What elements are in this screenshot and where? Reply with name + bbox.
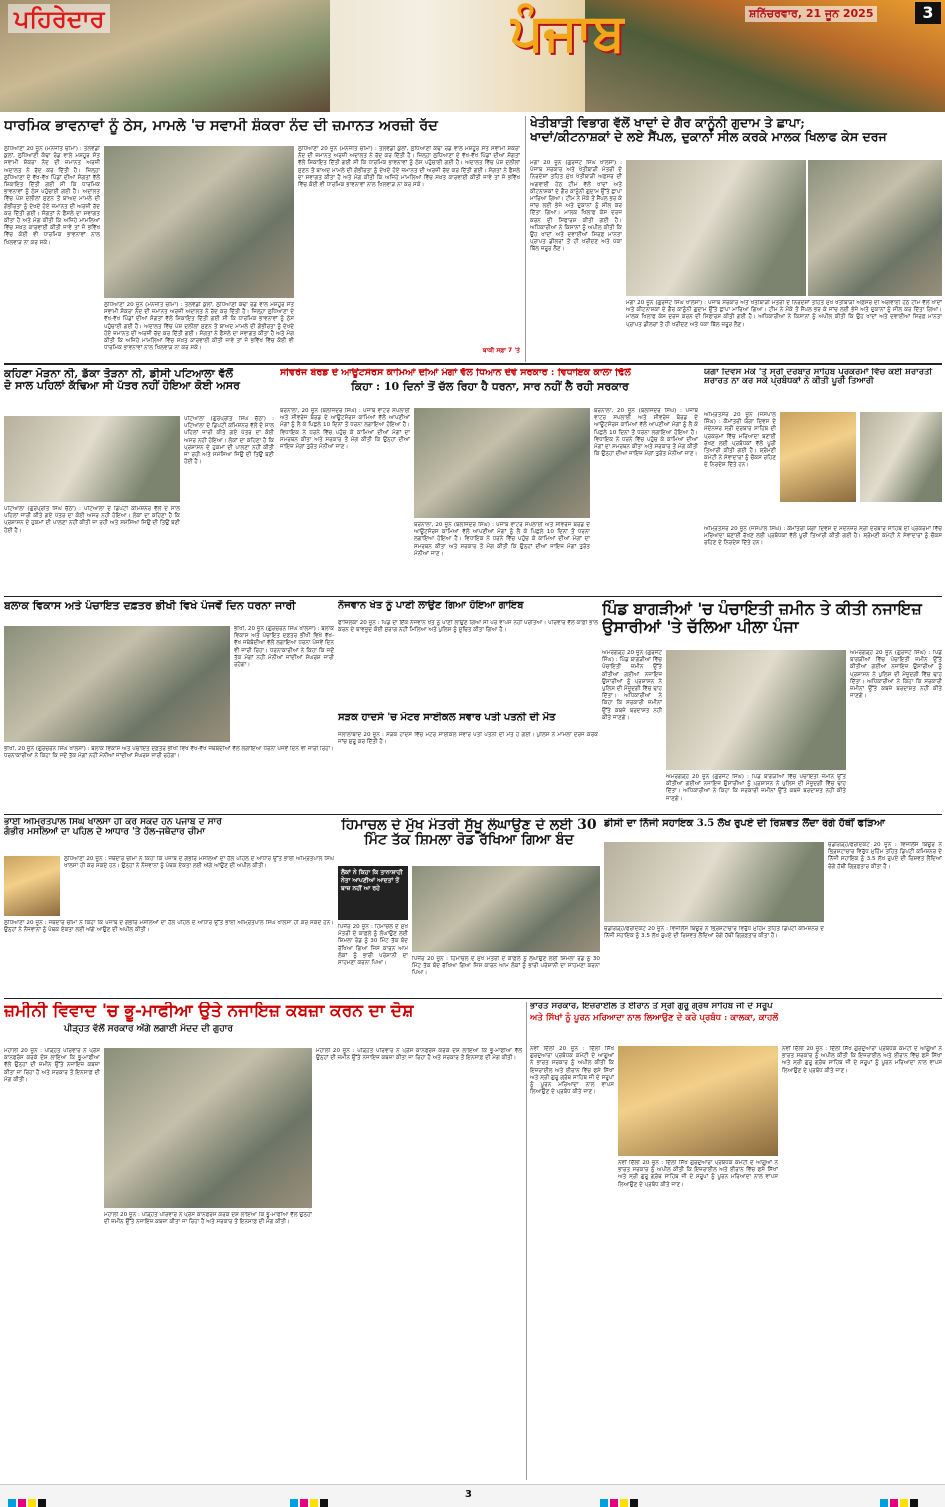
footer-page-number: 3 [465, 1489, 472, 1500]
story13-subhead: ਪੀੜ੍ਹਤ ਵੱਲੋਂ ਸਰਕਾਰ ਅੱਗੇ ਲਗਾਈ ਮੱਦਦ ਦੀ ਗੁਹਾਰ [64, 1023, 233, 1034]
masthead [0, 0, 945, 112]
story13-photo [104, 1048, 312, 1208]
story4-subhead: ਕਿਹਾ : 10 ਦਿਨਾਂ ਤੋਂ ਚੱਲ ਰਿਹਾ ਹੈ ਧਰਨਾ, ਸਾਰ ਨਹੀਂ ਲੈ ਰਹੀ ਸਰਕਾਰ [351, 380, 629, 394]
story6-body-side: ਭੀਖੀ, 20 ਜੂਨ (ਗੁਰਚਰਨ ਸਿੰਘ ਖਾਲਸਾ) : ਬਲਾਕ ਵਿਕਾਸ ਅਤੇ ਪੰਚਾਇਤ ਦਫ਼ਤਰ ਭੀਖੀ ਵਿਖੇ ਵੱਖ-ਵੱਖ ਜਥੇਬੰਦੀਆਂ ਵੱਲੋਂ ਲਗਾਇਆ ਧਰਨਾ ਪੰਜਵੇਂ ਦਿਨ ਵੀ ਜਾਰੀ ਰਿਹਾ। ਧਰਨਾਕਾਰੀਆਂ ਨੇ ਕਿਹਾ ਕਿ ਜਦੋਂ ਤੱਕ ਮੰਗਾਂ ਨਹੀਂ ਮੰਨੀਆਂ ਜਾਂਦੀਆਂ ਸੰਘਰਸ਼ ਜਾਰੀ ਰਹੇਗਾ। [234, 626, 334, 669]
story10-portrait [4, 856, 60, 916]
story12-body: ਚੰਡੀਗੜ੍ਹ/ਫਰੀਦਕੋਟ 20 ਜੂਨ : ਵਿਜੀਲੈਂਸ ਬਿਊਰੋ ਨੇ ਭ੍ਰਿਸ਼ਟਾਚਾਰ ਵਿਰੁੱਧ ਮੁਹਿੰਮ ਤਹਿਤ ਡਿਪਟੀ ਕਮਿਸ਼ਨਰ ਦੇ ਨਿੱਜੀ ਸਹਾਇਕ ਨੂੰ 3.5 ਲੱਖ ਰੁਪਏ ਦੀ ਰਿਸ਼ਵਤ ਲੈਂਦਿਆਂ ਰੰਗੇ ਹੱਥੀਂ ਗ੍ਰਿਫ਼ਤਾਰ ਕੀਤਾ ਹੈ। [604, 926, 824, 940]
story9-body-side: ਅਮਰਗੜ੍ਹ 20 ਜੂਨ (ਗੁਰਜੰਟ ਸਿੰਘ) : ਪਿੰਡ ਬਾਗੜੀਆਂ ਵਿੱਚ ਪੰਚਾਇਤੀ ਜ਼ਮੀਨ ਉੱਤੇ ਕੀਤੀਆਂ ਗਈਆਂ ਨਜਾਇਜ਼ ਉਸਾਰੀਆਂ ਨੂੰ ਪ੍ਰਸ਼ਾਸਨ ਨੇ ਪੁਲਿਸ ਦੀ ਮੌਜੂਦਗੀ ਵਿੱਚ ਢਾਹ ਦਿੱਤਾ। ਅਧਿਕਾਰੀਆਂ ਨੇ ਕਿਹਾ ਕਿ ਸਰਕਾਰੀ ਜ਼ਮੀਨਾਂ ਉੱਤੇ ਕਬਜ਼ੇ ਬਰਦਾਸ਼ਤ ਨਹੀਂ ਕੀਤੇ ਜਾਣਗੇ। [850, 650, 942, 700]
story10-headline-line2: ਗੰਭੀਰ ਮਸਲਿਆਂ ਦਾ ਪਹਿਲ ਦੇ ਆਧਾਰ 'ਤੇ ਹੱਲ-ਜਥੇਦਾਰ ਚੀਮਾ [4, 826, 206, 837]
story1-body-col3: ਲੁਧਿਆਣਾ 20 ਜੂਨ (ਮਨਜੀਤ ਚੀਮਾ) : ਤਲਵੰਡੀ ਕੁਲਾਂ, ਲੁਧਿਆਣੀ ਕੰਢਾ ਰੋਡ ਵਾਲੇ ਮਸ਼ਹੂਰ ਸੰਤ ਸਵਾਮੀ ਸ਼ੰਕਰਾ ਨੰਦ ਦੀ ਜ਼ਮਾਨਤ ਅਰਜ਼ੀ ਅਦਾਲਤ ਨੇ ਰੱਦ ਕਰ ਦਿੱਤੀ ਹੈ। ਜ਼ਿਲ੍ਹਾ ਲੁਧਿਆਣਾ ਦੇ ਵੱਖ-ਵੱਖ ਪਿੰਡਾਂ ਦੀਆਂ ਸੰਗਤਾਂ ਵੱਲੋਂ ਸ਼ਿਕਾਇਤ ਦਿੱਤੀ ਗਈ ਸੀ ਕਿ ਧਾਰਮਿਕ ਭਾਵਨਾਵਾਂ ਨੂੰ ਠੇਸ ਪਹੁੰਚਾਈ ਗਈ ਹੈ। ਅਦਾਲਤ ਵਿੱਚ ਪੇਸ਼ ਦਲੀਲਾਂ ਸੁਣਨ ਤੋਂ ਬਾਅਦ ਮਾਮਲੇ ਦੀ ਗੰਭੀਰਤਾ ਨੂੰ ਦੇਖਦੇ ਹੋਏ ਜ਼ਮਾਨਤ ਦੀ ਅਰਜ਼ੀ ਰੱਦ ਕਰ ਦਿੱਤੀ ਗਈ। ਸੰਗਤਾਂ ਨੇ ਫੈਸਲੇ ਦਾ ਸਵਾਗਤ ਕੀਤਾ ਹੈ ਅਤੇ ਮੰਗ ਕੀਤੀ ਕਿ ਅਜਿਹੇ ਮਾਮਲਿਆਂ ਵਿੱਚ ਸਖ਼ਤ ਕਾਰਵਾਈ ਕੀਤੀ ਜਾਵੇ ਤਾਂ ਜੋ ਭਵਿੱਖ ਵਿੱਚ ਕੋਈ ਵੀ ਧਾਰਮਿਕ ਭਾਵਨਾਵਾਂ ਨਾਲ ਖਿਲਵਾੜ ਨਾ ਕਰ ਸਕੇ। [298, 146, 520, 189]
story13-body: ਮੋਹਾਲੀ 20 ਜੂਨ : ਪੀੜ੍ਹਤ ਪਰਿਵਾਰ ਨੇ ਪ੍ਰੈਸ ਕਾਨਫਰੰਸ ਕਰਕੇ ਦੋਸ਼ ਲਾਇਆ ਕਿ ਭੂ-ਮਾਫੀਆ ਵੱਲੋਂ ਉਨ੍ਹਾਂ ਦੀ ਜ਼ਮੀਨ ਉੱਤੇ ਨਜਾਇਜ਼ ਕਬਜ਼ਾ ਕੀਤਾ ਜਾ ਰਿਹਾ ਹੈ ਅਤੇ ਸਰਕਾਰ ਤੋਂ ਇਨਸਾਫ਼ ਦੀ ਮੰਗ ਕੀਤੀ। [4, 1048, 100, 1083]
story7-headline: ਨੌਜਵਾਨ ਖੇਤ ਨੂੰ ਪਾਣੀ ਲਾਉਣ ਗਿਆ ਹੋਇਆ ਗਾਇਬ [338, 600, 524, 611]
story8-body: ਜਲਾਲਾਬਾਦ 20 ਜੂਨ : ਸੜਕ ਹਾਦਸੇ ਵਿੱਚ ਮੋਟਰ ਸਾਈਕਲ ਸਵਾਰ ਪਤੀ ਪਤਨੀ ਦੀ ਮੌਤ ਹੋ ਗਈ। ਪੁਲਿਸ ਨੇ ਮਾਮਲਾ ਦਰਜ ਕਰਕੇ ਜਾਂਚ ਸ਼ੁਰੂ ਕਰ ਦਿੱਤੀ ਹੈ। [338, 732, 598, 746]
story5-body: ਅੰਮ੍ਰਿਤਸਰ 20 ਜੂਨ (ਜਸਪਾਲ ਸਿੰਘ) : ਕੌਮਾਂਤਰੀ ਯੋਗਾ ਦਿਵਸ ਦੇ ਮੱਦੇਨਜ਼ਰ ਸ੍ਰੀ ਦਰਬਾਰ ਸਾਹਿਬ ਦੀ ਪ੍ਰਕਰਮਾਂ ਵਿੱਚ ਮਰਿਆਦਾ ਬਣਾਈ ਰੱਖਣ ਲਈ ਪ੍ਰਬੰਧਕਾਂ ਵੱਲੋਂ ਪੂਰੀ ਤਿਆਰੀ ਕੀਤੀ ਗਈ ਹੈ। ਸ਼੍ਰੋਮਣੀ ਕਮੇਟੀ ਨੇ ਸੇਵਾਦਾਰਾਂ ਨੂੰ ਚੌਕਸ ਰਹਿਣ ਦੇ ਨਿਰਦੇਸ਼ ਦਿੱਤੇ ਹਨ। [704, 412, 776, 469]
story5-photo-portrait [780, 412, 856, 502]
story1-headline-box [4, 118, 522, 140]
registration-marks-center-right [600, 1492, 640, 1507]
story5-body-cont: ਅੰਮ੍ਰਿਤਸਰ 20 ਜੂਨ (ਜਸਪਾਲ ਸਿੰਘ) : ਕੌਮਾਂਤਰੀ ਯੋਗਾ ਦਿਵਸ ਦੇ ਮੱਦੇਨਜ਼ਰ ਸ੍ਰੀ ਦਰਬਾਰ ਸਾਹਿਬ ਦੀ ਪ੍ਰਕਰਮਾਂ ਵਿੱਚ ਮਰਿਆਦਾ ਬਣਾਈ ਰੱਖਣ ਲਈ ਪ੍ਰਬੰਧਕਾਂ ਵੱਲੋਂ ਪੂਰੀ ਤਿਆਰੀ ਕੀਤੀ ਗਈ ਹੈ। ਸ਼੍ਰੋਮਣੀ ਕਮੇਟੀ ਨੇ ਸੇਵਾਦਾਰਾਂ ਨੂੰ ਚੌਕਸ ਰਹਿਣ ਦੇ ਨਿਰਦੇਸ਼ ਦਿੱਤੇ ਹਨ। [704, 526, 942, 547]
story8-headline: ਸੜਕ ਹਾਦਸੇ 'ਚ ਮੋਟਰ ਸਾਈਕਲ ਸਵਾਰ ਪਤੀ ਪਤਨੀ ਦੀ ਮੌਤ [338, 712, 556, 723]
story14-photo [618, 1046, 778, 1156]
story3-photo [4, 416, 180, 502]
story4-headline-box [280, 368, 700, 404]
column-divider [525, 116, 526, 362]
story11-body-side: ਪਿੰਜੌਰ 20 ਜੂਨ : ਹਿਮਾਚਲ ਦੇ ਮੁੱਖ ਮੰਤਰੀ ਦੇ ਕਾਫ਼ਲੇ ਨੂੰ ਲੰਘਾਉਣ ਲਈ ਸ਼ਿਮਲਾ ਰੋਡ ਨੂੰ 30 ਮਿੰਟ ਤੱਕ ਬੰਦ ਰੱਖਿਆ ਗਿਆ ਜਿਸ ਕਾਰਨ ਆਮ ਲੋਕਾਂ ਨੂੰ ਭਾਰੀ ਪਰੇਸ਼ਾਨੀ ਦਾ ਸਾਹਮਣਾ ਕਰਨਾ ਪਿਆ। [338, 924, 408, 967]
story2-headline-line1: ਖੇਤੀਬਾੜੀ ਵਿਭਾਗ ਵੱਲੋਂ ਖਾਦਾਂ ਦੇ ਗੈਰ ਕਾਨੂੰਨੀ ਗੁਦਾਮ ਤੇ ਛਾਪਾ; [530, 116, 805, 130]
story2-photo-right [808, 160, 942, 296]
story6-body: ਭੀਖੀ, 20 ਜੂਨ (ਗੁਰਚਰਨ ਸਿੰਘ ਖਾਲਸਾ) : ਬਲਾਕ ਵਿਕਾਸ ਅਤੇ ਪੰਚਾਇਤ ਦਫ਼ਤਰ ਭੀਖੀ ਵਿਖੇ ਵੱਖ-ਵੱਖ ਜਥੇਬੰਦੀਆਂ ਵੱਲੋਂ ਲਗਾਇਆ ਧਰਨਾ ਪੰਜਵੇਂ ਦਿਨ ਵੀ ਜਾਰੀ ਰਿਹਾ। ਧਰਨਾਕਾਰੀਆਂ ਨੇ ਕਿਹਾ ਕਿ ਜਦੋਂ ਤੱਕ ਮੰਗਾਂ ਨਹੀਂ ਮੰਨੀਆਂ ਜਾਂਦੀਆਂ ਸੰਘਰਸ਼ ਜਾਰੀ ਰਹੇਗਾ। [4, 746, 334, 760]
story1-body: ਲੁਧਿਆਣਾ 20 ਜੂਨ (ਮਨਜੀਤ ਚੀਮਾ) : ਤਲਵੰਡੀ ਕੁਲਾਂ, ਲੁਧਿਆਣੀ ਕੰਢਾ ਰੋਡ ਵਾਲੇ ਮਸ਼ਹੂਰ ਸੰਤ ਸਵਾਮੀ ਸ਼ੰਕਰਾ ਨੰਦ ਦੀ ਜ਼ਮਾਨਤ ਅਰਜ਼ੀ ਅਦਾਲਤ ਨੇ ਰੱਦ ਕਰ ਦਿੱਤੀ ਹੈ। ਜ਼ਿਲ੍ਹਾ ਲੁਧਿਆਣਾ ਦੇ ਵੱਖ-ਵੱਖ ਪਿੰਡਾਂ ਦੀਆਂ ਸੰਗਤਾਂ ਵੱਲੋਂ ਸ਼ਿਕਾਇਤ ਦਿੱਤੀ ਗਈ ਸੀ ਕਿ ਧਾਰਮਿਕ ਭਾਵਨਾਵਾਂ ਨੂੰ ਠੇਸ ਪਹੁੰਚਾਈ ਗਈ ਹੈ। ਅਦਾਲਤ ਵਿੱਚ ਪੇਸ਼ ਦਲੀਲਾਂ ਸੁਣਨ ਤੋਂ ਬਾਅਦ ਮਾਮਲੇ ਦੀ ਗੰਭੀਰਤਾ ਨੂੰ ਦੇਖਦੇ ਹੋਏ ਜ਼ਮਾਨਤ ਦੀ ਅਰਜ਼ੀ ਰੱਦ ਕਰ ਦਿੱਤੀ ਗਈ। ਸੰਗਤਾਂ ਨੇ ਫੈਸਲੇ ਦਾ ਸਵਾਗਤ ਕੀਤਾ ਹੈ ਅਤੇ ਮੰਗ ਕੀਤੀ ਕਿ ਅਜਿਹੇ ਮਾਮਲਿਆਂ ਵਿੱਚ ਸਖ਼ਤ ਕਾਰਵਾਈ ਕੀਤੀ ਜਾਵੇ ਤਾਂ ਜੋ ਭਵਿੱਖ ਵਿੱਚ ਕੋਈ ਵੀ ਧਾਰਮਿਕ ਭਾਵਨਾਵਾਂ ਨਾਲ ਖਿਲਵਾੜ ਨਾ ਕਰ ਸਕੇ। [4, 146, 100, 246]
story13-headline-box [4, 1002, 524, 1044]
story7-body: ਫਾਜ਼ਿਲਕਾ 20 ਜੂਨ : ਪਿੰਡ ਦਾ ਇੱਕ ਨੌਜਵਾਨ ਖੇਤ ਨੂੰ ਪਾਣੀ ਲਾਉਣ ਗਿਆ ਸੀ ਪਰ ਵਾਪਸ ਨਹੀਂ ਪਰਤਿਆ। ਪਰਿਵਾਰ ਵੱਲੋਂ ਕਾਫ਼ੀ ਭਾਲ ਕਰਨ ਦੇ ਬਾਵਜੂਦ ਕੋਈ ਸੁਰਾਗ ਨਹੀਂ ਮਿਲਿਆ ਅਤੇ ਪੁਲਿਸ ਨੂੰ ਸੂਚਿਤ ਕੀਤਾ ਗਿਆ ਹੈ। [338, 620, 598, 634]
registration-marks-center [290, 1492, 330, 1507]
story14-body: ਨਵੀਂ ਦਿੱਲੀ 20 ਜੂਨ : ਦਿੱਲੀ ਸਿੱਖ ਗੁਰਦੁਆਰਾ ਪ੍ਰਬੰਧਕ ਕਮੇਟੀ ਦੇ ਆਗੂਆਂ ਨੇ ਭਾਰਤ ਸਰਕਾਰ ਨੂੰ ਅਪੀਲ ਕੀਤੀ ਕਿ ਇਜ਼ਰਾਈਲ ਅਤੇ ਈਰਾਨ ਵਿੱਚ ਫਸੇ ਸਿੱਖਾਂ ਅਤੇ ਸ੍ਰੀ ਗੁਰੂ ਗ੍ਰੰਥ ਸਾਹਿਬ ਜੀ ਦੇ ਸਰੂਪਾਂ ਨੂੰ ਪੂਰਨ ਮਰਿਆਦਾ ਨਾਲ ਵਾਪਸ ਲਿਆਉਣ ਦੇ ਪ੍ਰਬੰਧ ਕੀਤੇ ਜਾਣ। [530, 1046, 614, 1096]
story2-headline-box [530, 116, 942, 156]
story3-body: ਪਟਿਆਲਾ (ਗੁਰਪ੍ਰੀਤ ਸਿੰਘ ਚੱਠਾ) : ਪਟਿਆਲਾ ਦੇ ਡਿਪਟੀ ਕਮਿਸ਼ਨਰ ਵੱਲੋਂ ਦੋ ਸਾਲ ਪਹਿਲਾਂ ਜਾਰੀ ਕੀਤੇ ਗਏ ਪੱਤਰ ਦਾ ਕੋਈ ਅਸਰ ਨਹੀਂ ਹੋਇਆ। ਲੋਕਾਂ ਦਾ ਕਹਿਣਾ ਹੈ ਕਿ ਪ੍ਰਸ਼ਾਸਨ ਦੇ ਹੁਕਮਾਂ ਦੀ ਪਾਲਣਾ ਨਹੀਂ ਕੀਤੀ ਜਾ ਰਹੀ ਅਤੇ ਸਮੱਸਿਆ ਜਿਉਂ ਦੀ ਤਿਉਂ ਬਣੀ ਹੋਈ ਹੈ। [4, 506, 180, 534]
story9-body: ਅਮਰਗੜ੍ਹ 20 ਜੂਨ (ਗੁਰਜੰਟ ਸਿੰਘ) : ਪਿੰਡ ਬਾਗੜੀਆਂ ਵਿੱਚ ਪੰਚਾਇਤੀ ਜ਼ਮੀਨ ਉੱਤੇ ਕੀਤੀਆਂ ਗਈਆਂ ਨਜਾਇਜ਼ ਉਸਾਰੀਆਂ ਨੂੰ ਪ੍ਰਸ਼ਾਸਨ ਨੇ ਪੁਲਿਸ ਦੀ ਮੌਜੂਦਗੀ ਵਿੱਚ ਢਾਹ ਦਿੱਤਾ। ਅਧਿਕਾਰੀਆਂ ਨੇ ਕਿਹਾ ਕਿ ਸਰਕਾਰੀ ਜ਼ਮੀਨਾਂ ਉੱਤੇ ਕਬਜ਼ੇ ਬਰਦਾਸ਼ਤ ਨਹੀਂ ਕੀਤੇ ਜਾਣਗੇ। [602, 650, 662, 721]
story1-headline: ਧਾਰਮਿਕ ਭਾਵਨਾਵਾਂ ਨੂੰ ਠੇਸ, ਮਾਮਲੇ 'ਚ ਸਵਾਮੀ ਸ਼ੰਕਰਾ ਨੰਦ ਦੀ ਜ਼ਮਾਨਤ ਅਰਜ਼ੀ ਰੱਦ [4, 118, 438, 134]
story12-headline: ਡੀਸੀ ਦਾ ਨਿੱਜੀ ਸਹਾਇਕ 3.5 ਲੱਖ ਰੁਪਏ ਦੀ ਰਿਸ਼ਵਤ ਲੈਂਦਾ ਰੰਗੇ ਹੱਥੀਂ ਫੜਿਆ [604, 818, 885, 829]
story13-body-col3: ਮੋਹਾਲੀ 20 ਜੂਨ : ਪੀੜ੍ਹਤ ਪਰਿਵਾਰ ਨੇ ਪ੍ਰੈਸ ਕਾਨਫਰੰਸ ਕਰਕੇ ਦੋਸ਼ ਲਾਇਆ ਕਿ ਭੂ-ਮਾਫੀਆ ਵੱਲੋਂ ਉਨ੍ਹਾਂ ਦੀ ਜ਼ਮੀਨ ਉੱਤੇ ਨਜਾਇਜ਼ ਕਬਜ਼ਾ ਕੀਤਾ ਜਾ ਰਿਹਾ ਹੈ ਅਤੇ ਸਰਕਾਰ ਤੋਂ ਇਨਸਾਫ਼ ਦੀ ਮੰਗ ਕੀਤੀ। [316, 1048, 522, 1062]
story12-headline-box [604, 818, 942, 838]
section-rule [4, 814, 942, 815]
story4-photo [414, 408, 590, 518]
story5-photo-yoga [860, 412, 942, 502]
column-divider [526, 1002, 527, 1480]
story1-body-cont: ਲੁਧਿਆਣਾ 20 ਜੂਨ (ਮਨਜੀਤ ਚੀਮਾ) : ਤਲਵੰਡੀ ਕੁਲਾਂ, ਲੁਧਿਆਣੀ ਕੰਢਾ ਰੋਡ ਵਾਲੇ ਮਸ਼ਹੂਰ ਸੰਤ ਸਵਾਮੀ ਸ਼ੰਕਰਾ ਨੰਦ ਦੀ ਜ਼ਮਾਨਤ ਅਰਜ਼ੀ ਅਦਾਲਤ ਨੇ ਰੱਦ ਕਰ ਦਿੱਤੀ ਹੈ। ਜ਼ਿਲ੍ਹਾ ਲੁਧਿਆਣਾ ਦੇ ਵੱਖ-ਵੱਖ ਪਿੰਡਾਂ ਦੀਆਂ ਸੰਗਤਾਂ ਵੱਲੋਂ ਸ਼ਿਕਾਇਤ ਦਿੱਤੀ ਗਈ ਸੀ ਕਿ ਧਾਰਮਿਕ ਭਾਵਨਾਵਾਂ ਨੂੰ ਠੇਸ ਪਹੁੰਚਾਈ ਗਈ ਹੈ। ਅਦਾਲਤ ਵਿੱਚ ਪੇਸ਼ ਦਲੀਲਾਂ ਸੁਣਨ ਤੋਂ ਬਾਅਦ ਮਾਮਲੇ ਦੀ ਗੰਭੀਰਤਾ ਨੂੰ ਦੇਖਦੇ ਹੋਏ ਜ਼ਮਾਨਤ ਦੀ ਅਰਜ਼ੀ ਰੱਦ ਕਰ ਦਿੱਤੀ ਗਈ। ਸੰਗਤਾਂ ਨੇ ਫੈਸਲੇ ਦਾ ਸਵਾਗਤ ਕੀਤਾ ਹੈ ਅਤੇ ਮੰਗ ਕੀਤੀ ਕਿ ਅਜਿਹੇ ਮਾਮਲਿਆਂ ਵਿੱਚ ਸਖ਼ਤ ਕਾਰਵਾਈ ਕੀਤੀ ਜਾਵੇ ਤਾਂ ਜੋ ਭਵਿੱਖ ਵਿੱਚ ਕੋਈ ਵੀ ਧਾਰਮਿਕ ਭਾਵਨਾਵਾਂ ਨਾਲ ਖਿਲਵਾੜ ਨਾ ਕਰ ਸਕੇ। [104, 302, 294, 352]
story3-kicker: ਕਹਿਣਾ ਮੋੜਨਾ ਨੀ, ਡੱਕਾ ਤੋੜਨਾ ਨੀ, ਡੀਸੀ ਪਟਿਆਲਾ ਵੱਲੋਂ [4, 368, 233, 380]
story11-headline-box [338, 818, 600, 862]
story3-body-side: ਪਟਿਆਲਾ (ਗੁਰਪ੍ਰੀਤ ਸਿੰਘ ਚੱਠਾ) : ਪਟਿਆਲਾ ਦੇ ਡਿਪਟੀ ਕਮਿਸ਼ਨਰ ਵੱਲੋਂ ਦੋ ਸਾਲ ਪਹਿਲਾਂ ਜਾਰੀ ਕੀਤੇ ਗਏ ਪੱਤਰ ਦਾ ਕੋਈ ਅਸਰ ਨਹੀਂ ਹੋਇਆ। ਲੋਕਾਂ ਦਾ ਕਹਿਣਾ ਹੈ ਕਿ ਪ੍ਰਸ਼ਾਸਨ ਦੇ ਹੁਕਮਾਂ ਦੀ ਪਾਲਣਾ ਨਹੀਂ ਕੀਤੀ ਜਾ ਰਹੀ ਅਤੇ ਸਮੱਸਿਆ ਜਿਉਂ ਦੀ ਤਿਉਂ ਬਣੀ ਹੋਈ ਹੈ। [184, 416, 274, 466]
story2-body: ਮੋਗਾ 20 ਜੂਨ (ਗੁਰਜੰਟ ਸਿੰਘ ਖਾਲਸਾ) : ਪੰਜਾਬ ਸਰਕਾਰ ਅਤੇ ਖੇਤੀਬਾੜੀ ਮੰਤਰੀ ਦੇ ਨਿਰਦੇਸ਼ਾਂ ਤਹਿਤ ਮੁੱਖ ਖੇਤੀਬਾੜੀ ਅਫ਼ਸਰ ਦੀ ਅਗਵਾਈ ਹੇਠ ਟੀਮ ਵੱਲੋਂ ਖਾਦਾਂ ਅਤੇ ਕੀਟਨਾਸ਼ਕਾਂ ਦੇ ਗੈਰ ਕਾਨੂੰਨੀ ਗੁਦਾਮ ਉੱਤੇ ਛਾਪਾ ਮਾਰਿਆ ਗਿਆ। ਟੀਮ ਨੇ ਮੌਕੇ ਤੋਂ ਸੈਂਪਲ ਭਰ ਕੇ ਜਾਂਚ ਲਈ ਭੇਜੇ ਅਤੇ ਦੁਕਾਨਾਂ ਨੂੰ ਸੀਲ ਕਰ ਦਿੱਤਾ ਗਿਆ। ਮਾਲਕ ਖਿਲਾਫ ਕੇਸ ਦਰਜ ਕਰਨ ਦੀ ਸਿਫਾਰਸ਼ ਕੀਤੀ ਗਈ ਹੈ। ਅਧਿਕਾਰੀਆਂ ਨੇ ਕਿਸਾਨਾਂ ਨੂੰ ਅਪੀਲ ਕੀਤੀ ਕਿ ਉਹ ਖਾਦਾਂ ਅਤੇ ਦਵਾਈਆਂ ਸਿਰਫ਼ ਮਾਨਤਾ ਪ੍ਰਾਪਤ ਡੀਲਰਾਂ ਤੋਂ ਹੀ ਖਰੀਦਣ ਅਤੇ ਪੱਕਾ ਬਿੱਲ ਜ਼ਰੂਰ ਲੈਣ। [530, 160, 622, 253]
story4-body: ਬਰਨਾਲਾ, 20 ਜੂਨ (ਬਲਜਿੰਦਰ ਸਿੰਘ) : ਪੰਜਾਬ ਵਾਟਰ ਸਪਲਾਈ ਅਤੇ ਸੀਵਰੇਜ ਬੋਰਡ ਦੇ ਆਊਟਸੋਰਸ ਕਾਮਿਆਂ ਵੱਲੋਂ ਆਪਣੀਆਂ ਮੰਗਾਂ ਨੂੰ ਲੈ ਕੇ ਪਿਛਲੇ 10 ਦਿਨਾਂ ਤੋਂ ਧਰਨਾ ਲਗਾਇਆ ਹੋਇਆ ਹੈ। ਵਿਧਾਇਕ ਨੇ ਧਰਨੇ ਵਿੱਚ ਪਹੁੰਚ ਕੇ ਕਾਮਿਆਂ ਦੀਆਂ ਮੰਗਾਂ ਦਾ ਸਮਰਥਨ ਕੀਤਾ ਅਤੇ ਸਰਕਾਰ ਤੋਂ ਮੰਗ ਕੀਤੀ ਕਿ ਉਨ੍ਹਾਂ ਦੀਆਂ ਜਾਇਜ਼ ਮੰਗਾਂ ਤੁਰੰਤ ਮੰਨੀਆਂ ਜਾਣ। [280, 408, 410, 451]
story14-headline-line2: ਅਤੇ ਸਿੱਖਾਂ ਨੂੰ ਪੂਰਨ ਮਰਿਆਦਾ ਨਾਲ ਲਿਆਉਣ ਦੇ ਕਰੇ ਪ੍ਰਬੰਧ : ਕਾਲਕਾ, ਕਾਹਲੋਂ [530, 1013, 779, 1024]
story6-headline-box [4, 600, 334, 622]
story11-headline: ਹਿਮਾਚਲ ਦੇ ਮੁੱਖ ਮੰਤਰੀ ਸੁੱਖੂ ਲੰਘਾਉਣ ਦੇ ਲਈ 30 ਮਿੰਟ ਤੱਕ ਸ਼ਿਮਲਾ ਰੋਡ ਰੱਖਿਆ ਗਿਆ ਬੰਦ [341, 818, 597, 849]
registration-marks-left [8, 1492, 48, 1507]
story10-headline-line1: ਭਾਈ ਅੰਮ੍ਰਿਤਪਾਲ ਸਿੰਘ ਖਾਲਸਾ ਹੀ ਕਰ ਸਕਦੇ ਹਨ ਪੰਜਾਬ ਦੇ ਸਾਰੇ [4, 818, 222, 827]
page-footer [0, 1484, 945, 1507]
story14-body-col3: ਨਵੀਂ ਦਿੱਲੀ 20 ਜੂਨ : ਦਿੱਲੀ ਸਿੱਖ ਗੁਰਦੁਆਰਾ ਪ੍ਰਬੰਧਕ ਕਮੇਟੀ ਦੇ ਆਗੂਆਂ ਨੇ ਭਾਰਤ ਸਰਕਾਰ ਨੂੰ ਅਪੀਲ ਕੀਤੀ ਕਿ ਇਜ਼ਰਾਈਲ ਅਤੇ ਈਰਾਨ ਵਿੱਚ ਫਸੇ ਸਿੱਖਾਂ ਅਤੇ ਸ੍ਰੀ ਗੁਰੂ ਗ੍ਰੰਥ ਸਾਹਿਬ ਜੀ ਦੇ ਸਰੂਪਾਂ ਨੂੰ ਪੂਰਨ ਮਰਿਆਦਾ ਨਾਲ ਵਾਪਸ ਲਿਆਉਣ ਦੇ ਪ੍ਰਬੰਧ ਕੀਤੇ ਜਾਣ। [782, 1046, 942, 1074]
page-number: 3 [915, 2, 941, 24]
story3-headline-box [4, 368, 274, 412]
story1-photo [104, 146, 294, 298]
story8-headline-box [338, 712, 598, 730]
story9-body-cont: ਅਮਰਗੜ੍ਹ 20 ਜੂਨ (ਗੁਰਜੰਟ ਸਿੰਘ) : ਪਿੰਡ ਬਾਗੜੀਆਂ ਵਿੱਚ ਪੰਚਾਇਤੀ ਜ਼ਮੀਨ ਉੱਤੇ ਕੀਤੀਆਂ ਗਈਆਂ ਨਜਾਇਜ਼ ਉਸਾਰੀਆਂ ਨੂੰ ਪ੍ਰਸ਼ਾਸਨ ਨੇ ਪੁਲਿਸ ਦੀ ਮੌਜੂਦਗੀ ਵਿੱਚ ਢਾਹ ਦਿੱਤਾ। ਅਧਿਕਾਰੀਆਂ ਨੇ ਕਿਹਾ ਕਿ ਸਰਕਾਰੀ ਜ਼ਮੀਨਾਂ ਉੱਤੇ ਕਬਜ਼ੇ ਬਰਦਾਸ਼ਤ ਨਹੀਂ ਕੀਤੇ ਜਾਣਗੇ। [666, 774, 846, 802]
story10-body-top: ਲੁਧਿਆਣਾ 20 ਜੂਨ : ਜਥੇਦਾਰ ਚੀਮਾ ਨੇ ਕਿਹਾ ਕਿ ਪੰਜਾਬ ਦੇ ਗੰਭੀਰ ਮਸਲਿਆਂ ਦਾ ਹੱਲ ਪਹਿਲ ਦੇ ਆਧਾਰ ਉੱਤੇ ਭਾਈ ਅੰਮ੍ਰਿਤਪਾਲ ਸਿੰਘ ਖਾਲਸਾ ਹੀ ਕਰ ਸਕਦੇ ਹਨ। ਉਨ੍ਹਾਂ ਨੇ ਨੌਜਵਾਨਾਂ ਨੂੰ ਪੰਥਕ ਏਕਤਾ ਲਈ ਅੱਗੇ ਆਉਣ ਦੀ ਅਪੀਲ ਕੀਤੀ। [64, 856, 334, 870]
story11-callout: ਲੋਕਾਂ ਨੇ ਕਿਹਾ ਕਿ ਤਾਨਾਸ਼ਾਹੀ ਨੇਤਾ ਆਪਣੀਆਂ ਆਦਤਾਂ ਤੋਂ ਬਾਜ਼ ਨਹੀਂ ਆ ਰਹੇ [338, 866, 408, 920]
story4-body-col3: ਬਰਨਾਲਾ, 20 ਜੂਨ (ਬਲਜਿੰਦਰ ਸਿੰਘ) : ਪੰਜਾਬ ਵਾਟਰ ਸਪਲਾਈ ਅਤੇ ਸੀਵਰੇਜ ਬੋਰਡ ਦੇ ਆਊਟਸੋਰਸ ਕਾਮਿਆਂ ਵੱਲੋਂ ਆਪਣੀਆਂ ਮੰਗਾਂ ਨੂੰ ਲੈ ਕੇ ਪਿਛਲੇ 10 ਦਿਨਾਂ ਤੋਂ ਧਰਨਾ ਲਗਾਇਆ ਹੋਇਆ ਹੈ। ਵਿਧਾਇਕ ਨੇ ਧਰਨੇ ਵਿੱਚ ਪਹੁੰਚ ਕੇ ਕਾਮਿਆਂ ਦੀਆਂ ਮੰਗਾਂ ਦਾ ਸਮਰਥਨ ਕੀਤਾ ਅਤੇ ਸਰਕਾਰ ਤੋਂ ਮੰਗ ਕੀਤੀ ਕਿ ਉਨ੍ਹਾਂ ਦੀਆਂ ਜਾਇਜ਼ ਮੰਗਾਂ ਤੁਰੰਤ ਮੰਨੀਆਂ ਜਾਣ। [594, 408, 698, 458]
story14-headline-box [530, 1002, 942, 1042]
story14-headline-line1: ਭਾਰਤ ਸਰਕਾਰ, ਇਜ਼ਰਾਈਲ ਤੇ ਈਰਾਨ ਤੋਂ ਸ੍ਰੀ ਗੁਰੂ ਗ੍ਰੰਥ ਸਾਹਿਬ ਜੀ ਦੇ ਸਰੂਪ [530, 1002, 773, 1011]
newspaper-logo: ਪਹਿਰੇਦਾਰ [8, 4, 110, 33]
story12-body-side: ਚੰਡੀਗੜ੍ਹ/ਫਰੀਦਕੋਟ 20 ਜੂਨ : ਵਿਜੀਲੈਂਸ ਬਿਊਰੋ ਨੇ ਭ੍ਰਿਸ਼ਟਾਚਾਰ ਵਿਰੁੱਧ ਮੁਹਿੰਮ ਤਹਿਤ ਡਿਪਟੀ ਕਮਿਸ਼ਨਰ ਦੇ ਨਿੱਜੀ ਸਹਾਇਕ ਨੂੰ 3.5 ਲੱਖ ਰੁਪਏ ਦੀ ਰਿਸ਼ਵਤ ਲੈਂਦਿਆਂ ਰੰਗੇ ਹੱਥੀਂ ਗ੍ਰਿਫ਼ਤਾਰ ਕੀਤਾ ਹੈ। [828, 842, 942, 870]
section-rule [4, 998, 942, 999]
section-title: ਪੰਜਾਬ [510, 2, 625, 63]
story5-headline: ਯੋਗਾ ਦਿਵਸ ਮੌਕੇ 'ਤੇ ਸ੍ਰੀ ਦਰਬਾਰ ਸਾਹਿਬ ਪ੍ਰਕਰਮਾਂ ਵਿੱਚ ਕੋਈ ਸ਼ਰਾਰਤੀ ਸ਼ਰਾਰਤ ਨਾ ਕਰ ਸਕੇ ਪ੍ਰਬੰਧਕਾਂ ਨੇ ਕੀਤੀ ਪੂਰੀ ਤਿਆਰੀ [704, 368, 933, 387]
story14-body-cont: ਨਵੀਂ ਦਿੱਲੀ 20 ਜੂਨ : ਦਿੱਲੀ ਸਿੱਖ ਗੁਰਦੁਆਰਾ ਪ੍ਰਬੰਧਕ ਕਮੇਟੀ ਦੇ ਆਗੂਆਂ ਨੇ ਭਾਰਤ ਸਰਕਾਰ ਨੂੰ ਅਪੀਲ ਕੀਤੀ ਕਿ ਇਜ਼ਰਾਈਲ ਅਤੇ ਈਰਾਨ ਵਿੱਚ ਫਸੇ ਸਿੱਖਾਂ ਅਤੇ ਸ੍ਰੀ ਗੁਰੂ ਗ੍ਰੰਥ ਸਾਹਿਬ ਜੀ ਦੇ ਸਰੂਪਾਂ ਨੂੰ ਪੂਰਨ ਮਰਿਆਦਾ ਨਾਲ ਵਾਪਸ ਲਿਆਉਣ ਦੇ ਪ੍ਰਬੰਧ ਕੀਤੇ ਜਾਣ। [618, 1160, 778, 1188]
story11-body: ਪਿੰਜੌਰ 20 ਜੂਨ : ਹਿਮਾਚਲ ਦੇ ਮੁੱਖ ਮੰਤਰੀ ਦੇ ਕਾਫ਼ਲੇ ਨੂੰ ਲੰਘਾਉਣ ਲਈ ਸ਼ਿਮਲਾ ਰੋਡ ਨੂੰ 30 ਮਿੰਟ ਤੱਕ ਬੰਦ ਰੱਖਿਆ ਗਿਆ ਜਿਸ ਕਾਰਨ ਆਮ ਲੋਕਾਂ ਨੂੰ ਭਾਰੀ ਪਰੇਸ਼ਾਨੀ ਦਾ ਸਾਹਮਣਾ ਕਰਨਾ ਪਿਆ। [412, 956, 600, 977]
story10-body: ਲੁਧਿਆਣਾ 20 ਜੂਨ : ਜਥੇਦਾਰ ਚੀਮਾ ਨੇ ਕਿਹਾ ਕਿ ਪੰਜਾਬ ਦੇ ਗੰਭੀਰ ਮਸਲਿਆਂ ਦਾ ਹੱਲ ਪਹਿਲ ਦੇ ਆਧਾਰ ਉੱਤੇ ਭਾਈ ਅੰਮ੍ਰਿਤਪਾਲ ਸਿੰਘ ਖਾਲਸਾ ਹੀ ਕਰ ਸਕਦੇ ਹਨ। ਉਨ੍ਹਾਂ ਨੇ ਨੌਜਵਾਨਾਂ ਨੂੰ ਪੰਥਕ ਏਕਤਾ ਲਈ ਅੱਗੇ ਆਉਣ ਦੀ ਅਪੀਲ ਕੀਤੀ। [4, 920, 334, 934]
story11-photo [412, 866, 600, 952]
story2-headline-line2: ਖਾਦਾਂ/ਕੀਟਨਾਸ਼ਕਾਂ ਦੇ ਲਏ ਸੈਂਪਲ, ਦੁਕਾਨਾਂ ਸੀਲ ਕਰਕੇ ਮਾਲਕ ਖਿਲਾਫ ਕੇਸ ਦਰਜ [530, 128, 887, 144]
story9-photo [666, 650, 846, 770]
story4-headline: ਸੀਵਰੇਜ ਬੋਰਡ ਦੇ ਆਊਟਸੋਰਸ ਕਾਮਿਆਂ ਦੀਆਂ ਮੰਗਾਂ ਵੱਲ ਧਿਆਨ ਦੇਵੇ ਸਰਕਾਰ : ਵਿਧਾਇਕ ਕਾਲਾ ਢਿੱਲੋਂ [280, 368, 631, 378]
issue-date: ਸ਼ਨਿੱਚਰਵਾਰ, 21 ਜੂਨ 2025 [745, 6, 877, 22]
story10-headline-box [4, 818, 334, 852]
story9-headline-box [602, 600, 942, 644]
story13-body-cont: ਮੋਹਾਲੀ 20 ਜੂਨ : ਪੀੜ੍ਹਤ ਪਰਿਵਾਰ ਨੇ ਪ੍ਰੈਸ ਕਾਨਫਰੰਸ ਕਰਕੇ ਦੋਸ਼ ਲਾਇਆ ਕਿ ਭੂ-ਮਾਫੀਆ ਵੱਲੋਂ ਉਨ੍ਹਾਂ ਦੀ ਜ਼ਮੀਨ ਉੱਤੇ ਨਜਾਇਜ਼ ਕਬਜ਼ਾ ਕੀਤਾ ਜਾ ਰਿਹਾ ਹੈ ਅਤੇ ਸਰਕਾਰ ਤੋਂ ਇਨਸਾਫ਼ ਦੀ ਮੰਗ ਕੀਤੀ। [104, 1212, 312, 1226]
story12-photo [604, 842, 824, 922]
registration-marks-right [880, 1492, 920, 1507]
section-rule [4, 363, 942, 365]
section-rule [4, 596, 942, 597]
story13-headline: ਜ਼ਮੀਨੀ ਵਿਵਾਦ 'ਚ ਭੂ-ਮਾਫੀਆ ਉਤੇ ਨਜਾਇਜ਼ ਕਬਜ਼ਾ ਕਰਨ ਦਾ ਦੋਸ਼ [4, 1002, 414, 1021]
story3-headline: ਦੋ ਸਾਲ ਪਹਿਲਾਂ ਕੱਢਿਆ ਸੀ ਪੱਤਰ ਨਹੀਂ ਹੋਇਆ ਕੋਈ ਅਸਰ [4, 379, 240, 393]
story2-photo-left [626, 160, 806, 296]
story6-photo [4, 626, 230, 742]
story7-headline-box [338, 600, 598, 618]
story9-headline: ਪਿੰਡ ਬਾਗੜੀਆਂ 'ਚ ਪੰਚਾਇਤੀ ਜ਼ਮੀਨ ਤੇ ਕੀਤੀ ਨਜਾਇਜ਼ ਉਸਾਰੀਆਂ 'ਤੇ ਚੱਲਿਆ ਪੀਲਾ ਪੰਜਾ [602, 600, 922, 636]
story1-jump: ਬਾਕੀ ਸਫ਼ਾ 7 'ਤੇ [482, 347, 520, 354]
story5-headline-box [704, 368, 942, 408]
story6-headline: ਬਲਾਕ ਵਿਕਾਸ ਅਤੇ ਪੰਚਾਇਤ ਦਫ਼ਤਰ ਭੀਖੀ ਵਿਖੇ ਪੰਜਵੇਂ ਦਿਨ ਧਰਨਾ ਜਾਰੀ [4, 600, 296, 612]
story4-body-cont: ਬਰਨਾਲਾ, 20 ਜੂਨ (ਬਲਜਿੰਦਰ ਸਿੰਘ) : ਪੰਜਾਬ ਵਾਟਰ ਸਪਲਾਈ ਅਤੇ ਸੀਵਰੇਜ ਬੋਰਡ ਦੇ ਆਊਟਸੋਰਸ ਕਾਮਿਆਂ ਵੱਲੋਂ ਆਪਣੀਆਂ ਮੰਗਾਂ ਨੂੰ ਲੈ ਕੇ ਪਿਛਲੇ 10 ਦਿਨਾਂ ਤੋਂ ਧਰਨਾ ਲਗਾਇਆ ਹੋਇਆ ਹੈ। ਵਿਧਾਇਕ ਨੇ ਧਰਨੇ ਵਿੱਚ ਪਹੁੰਚ ਕੇ ਕਾਮਿਆਂ ਦੀਆਂ ਮੰਗਾਂ ਦਾ ਸਮਰਥਨ ਕੀਤਾ ਅਤੇ ਸਰਕਾਰ ਤੋਂ ਮੰਗ ਕੀਤੀ ਕਿ ਉਨ੍ਹਾਂ ਦੀਆਂ ਜਾਇਜ਼ ਮੰਗਾਂ ਤੁਰੰਤ ਮੰਨੀਆਂ ਜਾਣ। [414, 522, 590, 557]
story2-body-cont: ਮੋਗਾ 20 ਜੂਨ (ਗੁਰਜੰਟ ਸਿੰਘ ਖਾਲਸਾ) : ਪੰਜਾਬ ਸਰਕਾਰ ਅਤੇ ਖੇਤੀਬਾੜੀ ਮੰਤਰੀ ਦੇ ਨਿਰਦੇਸ਼ਾਂ ਤਹਿਤ ਮੁੱਖ ਖੇਤੀਬਾੜੀ ਅਫ਼ਸਰ ਦੀ ਅਗਵਾਈ ਹੇਠ ਟੀਮ ਵੱਲੋਂ ਖਾਦਾਂ ਅਤੇ ਕੀਟਨਾਸ਼ਕਾਂ ਦੇ ਗੈਰ ਕਾਨੂੰਨੀ ਗੁਦਾਮ ਉੱਤੇ ਛਾਪਾ ਮਾਰਿਆ ਗਿਆ। ਟੀਮ ਨੇ ਮੌਕੇ ਤੋਂ ਸੈਂਪਲ ਭਰ ਕੇ ਜਾਂਚ ਲਈ ਭੇਜੇ ਅਤੇ ਦੁਕਾਨਾਂ ਨੂੰ ਸੀਲ ਕਰ ਦਿੱਤਾ ਗਿਆ। ਮਾਲਕ ਖਿਲਾਫ ਕੇਸ ਦਰਜ ਕਰਨ ਦੀ ਸਿਫਾਰਸ਼ ਕੀਤੀ ਗਈ ਹੈ। ਅਧਿਕਾਰੀਆਂ ਨੇ ਕਿਸਾਨਾਂ ਨੂੰ ਅਪੀਲ ਕੀਤੀ ਕਿ ਉਹ ਖਾਦਾਂ ਅਤੇ ਦਵਾਈਆਂ ਸਿਰਫ਼ ਮਾਨਤਾ ਪ੍ਰਾਪਤ ਡੀਲਰਾਂ ਤੋਂ ਹੀ ਖਰੀਦਣ ਅਤੇ ਪੱਕਾ ਬਿੱਲ ਜ਼ਰੂਰ ਲੈਣ। [626, 300, 942, 328]
